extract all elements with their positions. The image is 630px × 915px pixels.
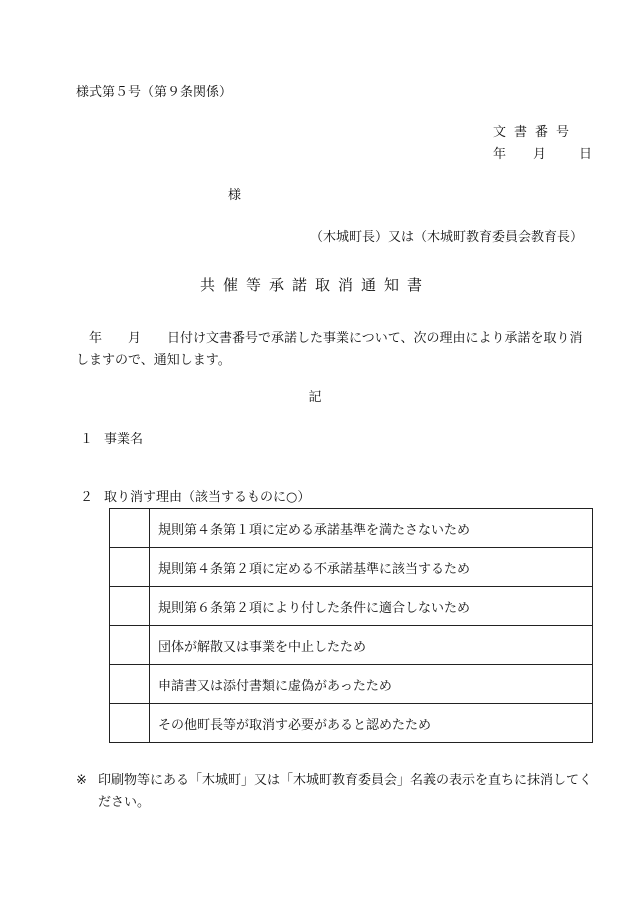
table-row	[110, 587, 593, 626]
reason-text: 申請書又は添付書類に虚偽があったため	[150, 665, 593, 704]
item-label: 事業名	[104, 432, 144, 447]
addressee-suffix: 様	[228, 188, 242, 203]
reason-table	[109, 508, 593, 743]
reason-text: 規則第４条第１項に定める承諾基準を満たさないため	[150, 509, 593, 548]
table-row	[110, 704, 593, 743]
reason-check-cell[interactable]	[110, 548, 150, 587]
reason-check-cell[interactable]	[110, 626, 150, 665]
form-number: 様式第５号（第９条関係）	[76, 85, 233, 100]
reason-check-cell[interactable]	[110, 587, 150, 626]
body-text: 年 月 日付け文書番号で承諾した事業について、次の理由により承諾を取り消しますので、通知します。	[76, 331, 583, 368]
item-number: １	[80, 432, 94, 447]
note	[76, 770, 596, 814]
table-row	[110, 548, 593, 587]
note-text: 印刷物等にある「木城町」又は「木城町教育委員会」名義の表示を直ちに抹消してください。	[98, 773, 593, 810]
reason-check-cell[interactable]	[110, 665, 150, 704]
reason-text: その他町長等が取消す必要があると認めたため	[150, 704, 593, 743]
document-number-label: 文書番号	[493, 125, 578, 140]
date-year: 年	[493, 147, 507, 162]
table-row	[110, 509, 593, 548]
item-cancel-reason	[80, 491, 310, 504]
date-line	[493, 148, 592, 161]
table-row	[110, 665, 593, 704]
sender: （木城町長）又は（木城町教育委員会教育長）	[309, 230, 583, 245]
ki-heading: 記	[308, 390, 322, 405]
reason-text: 団体が解散又は事業を中止したため	[150, 626, 593, 665]
note-mark: ※	[76, 773, 87, 788]
document-title: 共催等承諾取消通知書	[199, 276, 430, 294]
reason-text: 規則第４条第２項に定める不承諾基準に該当するため	[150, 548, 593, 587]
date-month: 月	[533, 147, 547, 162]
reason-text: 規則第６条第２項により付した条件に適合しないため	[150, 587, 593, 626]
item-label: 取り消す理由（該当するものに○）	[104, 490, 311, 505]
item-event-name	[80, 433, 143, 446]
date-day: 日	[579, 147, 593, 162]
item-number: ２	[80, 490, 94, 505]
reason-check-cell[interactable]	[110, 509, 150, 548]
table-row	[110, 626, 593, 665]
reason-check-cell[interactable]	[110, 704, 150, 743]
